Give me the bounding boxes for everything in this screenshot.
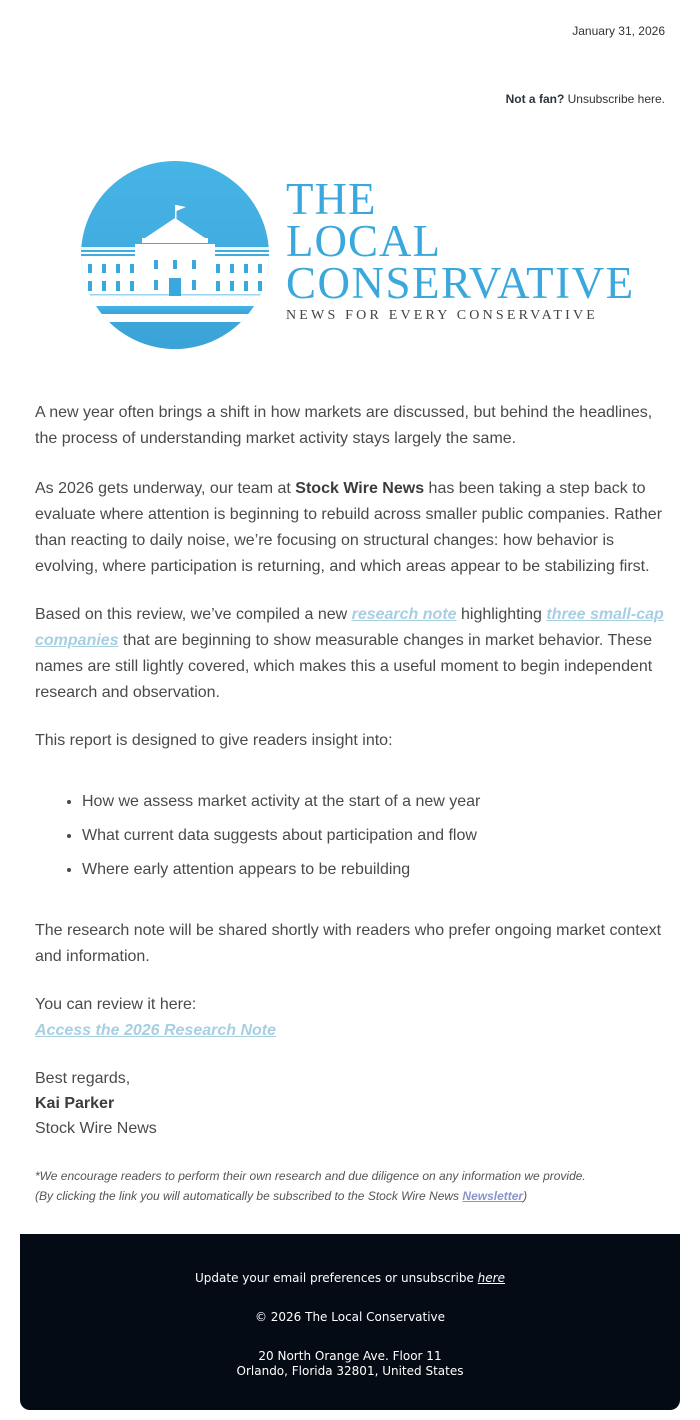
address-line-2: Orlando, Florida 32801, United States	[236, 1364, 464, 1378]
disclaimer-close: )	[523, 1189, 528, 1203]
email-date: January 31, 2026	[572, 24, 665, 38]
copyright: © 2026 The Local Conservative	[254, 1310, 446, 1324]
insight-list	[35, 789, 480, 891]
not-a-fan-label: Not a fan?	[505, 92, 565, 106]
brand-name: Stock Wire News	[295, 480, 425, 497]
intro-paragraph: A new year often brings a shift in how markets are discussed, but behind the headlines, the process of understanding market activity stays largely the same.	[35, 404, 653, 447]
address	[20, 1349, 680, 1379]
review-text: You can review it here:	[35, 996, 197, 1013]
preferences-here-link[interactable]: here	[477, 1271, 505, 1285]
p3-text-post: that are beginning to show measurable changes in market behavior. These names are still lightly covered, which makes this a useful moment to begin independent research and observation.	[35, 632, 653, 701]
p3-text-pre: Based on this review, we’ve compiled a new	[35, 606, 352, 623]
logo-line-conservative: CONSERVATIVE	[286, 258, 635, 308]
list-item: • How we assess market activity at the start of a new year	[82, 789, 480, 823]
signer-name: Kai Parker	[35, 1095, 115, 1112]
unsubscribe-link[interactable]: Unsubscribe here.	[564, 92, 665, 106]
signer-org: Stock Wire News	[35, 1120, 157, 1137]
closing-text: Best regards,	[35, 1070, 131, 1087]
p2-text-post: has been taking a step back to evaluate where attention is beginning to rebuild across smaller public companies. Rather than reacting to daily noise, we’re focusing on structural changes: how behavior is evolving, where participation is returning, and which areas appear to be stabilizing first.	[35, 480, 663, 575]
logo-line-local: LOCAL	[286, 216, 441, 266]
top-unsubscribe[interactable]	[506, 92, 665, 106]
preferences-text: Update your email preferences or unsubscribe	[195, 1271, 478, 1285]
logo-line-the: THE	[286, 174, 377, 224]
signature	[35, 1066, 670, 1141]
research-paragraph	[35, 602, 670, 706]
small-cap-companies-link[interactable]: three small-cap companies	[35, 606, 664, 649]
access-research-note-link[interactable]: Access the 2026 Research Note	[35, 1022, 277, 1039]
preferences-line	[20, 1271, 680, 1285]
white-house-icon	[80, 160, 270, 350]
logo-wordmark	[286, 174, 635, 324]
disclaimer-line-1: *We encourage readers to perform their own research and due diligence on any information we provide.	[35, 1169, 586, 1183]
list-item: • What current data suggests about participation and flow	[82, 823, 480, 857]
p2-text-pre: As 2026 gets underway, our team at	[35, 480, 296, 497]
p3-text-mid: highlighting	[456, 606, 547, 623]
logo-tagline: NEWS FOR EVERY CONSERVATIVE	[286, 308, 599, 323]
research-note-link[interactable]: research note	[351, 606, 457, 623]
brand-logo	[80, 160, 640, 350]
disclaimer	[35, 1166, 670, 1206]
disclaimer-line-2	[35, 1186, 670, 1206]
review-paragraph	[35, 992, 670, 1044]
address-line-1: 20 North Orange Ave. Floor 11	[258, 1349, 442, 1363]
team-paragraph	[35, 476, 670, 580]
disclaimer-text: (By clicking the link you will automatically be subscribed to the Stock Wire News	[35, 1189, 463, 1203]
email-footer	[20, 1234, 680, 1410]
insight-intro: This report is designed to give readers insight into:	[35, 732, 393, 749]
list-item: • Where early attention appears to be rebuilding	[82, 857, 480, 891]
newsletter-link[interactable]: Newsletter	[462, 1189, 524, 1203]
shared-paragraph: The research note will be shared shortly with readers who prefer ongoing market context and information.	[35, 922, 662, 965]
